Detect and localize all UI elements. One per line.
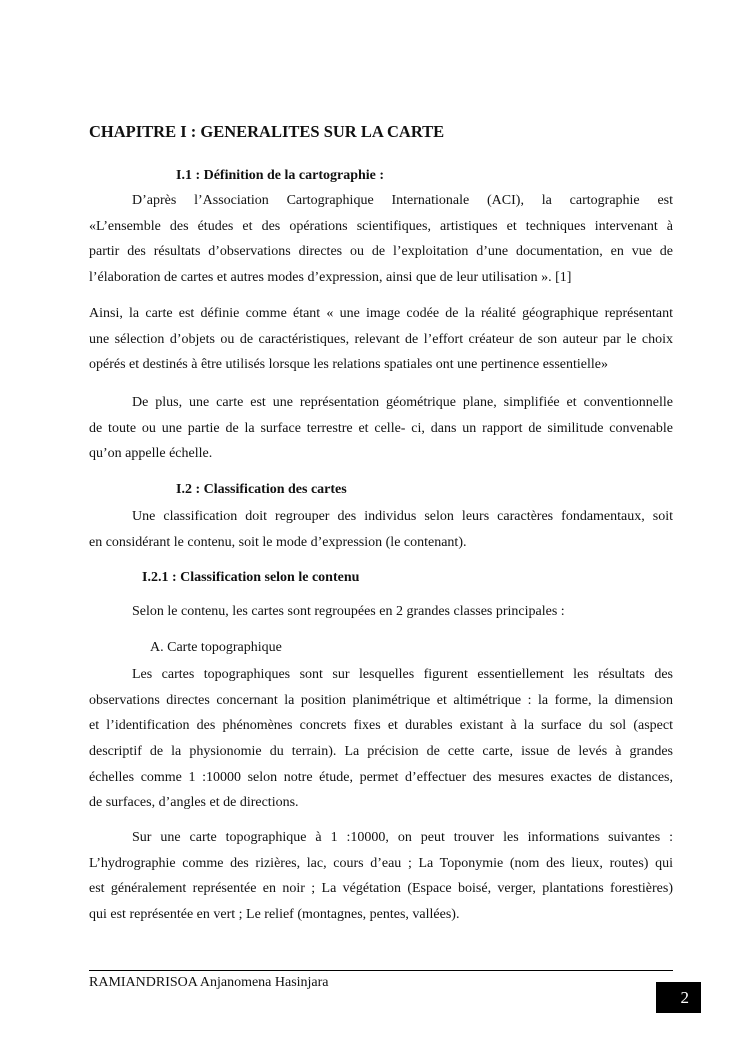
- section-heading-1-1: I.1 : Définition de la cartographie :: [176, 168, 385, 183]
- text-line: qui est représentée en vert ; Le relief (montagnes, pentes, vallées).: [89, 907, 460, 923]
- paragraph-informations: [89, 825, 673, 928]
- text-line: échelles comme 1 :10000 selon notre étude, permet d’effectuer des mesures exactes de distances,: [89, 769, 673, 785]
- paragraph-topographique: [89, 662, 673, 816]
- text-line: Ainsi, la carte est définie comme étant « une image codée de la réalité géographique représentant: [89, 306, 673, 321]
- paragraph-representation: [89, 390, 673, 467]
- section-heading-1-2: I.2 : Classification des cartes: [176, 482, 347, 497]
- text-line: partir des résultats d’observations directes ou de l’exploitation d’une documentation, en vue de: [89, 244, 673, 260]
- text-line: Selon le contenu, les cartes sont regroupées en 2 grandes classes principales :: [132, 604, 565, 619]
- text-line: Les cartes topographiques sont sur lesquelles figurent essentiellement les résultats des: [132, 667, 673, 682]
- text-line: observations directes concernant la position planimétrique et altimétrique : la forme, la dimension: [89, 692, 673, 708]
- paragraph-selon-contenu: [89, 599, 673, 625]
- footer-author: RAMIANDRISOA Anjanomena Hasinjara: [89, 975, 329, 990]
- paragraph-classification: [89, 504, 673, 555]
- section-heading-1-2-1: I.2.1 : Classification selon le contenu: [142, 570, 360, 585]
- text-line: qu’on appelle échelle.: [89, 446, 213, 462]
- text-line: est généralement représentée en noir ; La végétation (Espace boisé, verger, plantations forestières): [89, 881, 673, 897]
- text-line: Sur une carte topographique à 1 :10000, on peut trouver les informations suivantes :: [132, 830, 673, 845]
- paragraph-carte-definition: [89, 301, 673, 378]
- text-line: de surfaces, d’angles et de directions.: [89, 795, 299, 811]
- text-line: de toute ou une partie de la surface terrestre et celle- ci, dans un rapport de similitude convenable: [89, 420, 673, 436]
- text-line: Une classification doit regrouper des individus selon leurs caractères fondamentaux, soit: [132, 509, 673, 524]
- text-line: en considérant le contenu, soit le mode d’expression (le contenant).: [89, 534, 467, 550]
- text-line: «L’ensemble des études et des opérations scientifiques, artistiques et techniques intervenant à: [89, 218, 673, 234]
- page-number: 2: [656, 982, 701, 1013]
- text-line: De plus, une carte est une représentation géométrique plane, simplifiée et conventionnelle: [132, 395, 673, 410]
- text-line: l’élaboration de cartes et autres modes d’expression, ainsi que de leur utilisation ». [1]: [89, 270, 572, 286]
- text-line: descriptif de la physionomie du terrain). La précision de cette carte, issue de levés à grandes: [89, 744, 673, 760]
- text-line: L’hydrographie comme des rizières, lac, cours d’eau ; La Toponymie (nom des lieux, routes) qui: [89, 855, 673, 871]
- text-line: une sélection d’objets ou de caractéristiques, relevant de l’effort créateur de son auteur par le choix: [89, 331, 673, 347]
- list-item-label: A. Carte topographique: [150, 640, 282, 655]
- footer-divider: [89, 970, 673, 971]
- text-line: D’après l’Association Cartographique Internationale (ACI), la cartographie est: [132, 193, 673, 208]
- text-line: et l’identification des phénomènes concrets fixes et durables existant à la surface du sol (aspect: [89, 718, 673, 734]
- chapter-title: CHAPITRE I : GENERALITES SUR LA CARTE: [89, 122, 445, 141]
- paragraph-definition: [89, 188, 673, 291]
- text-line: opérés et destinés à être utilisés lorsque les relations spatiales ont une pertinence essentielle»: [89, 357, 608, 373]
- list-item-a: [150, 635, 550, 661]
